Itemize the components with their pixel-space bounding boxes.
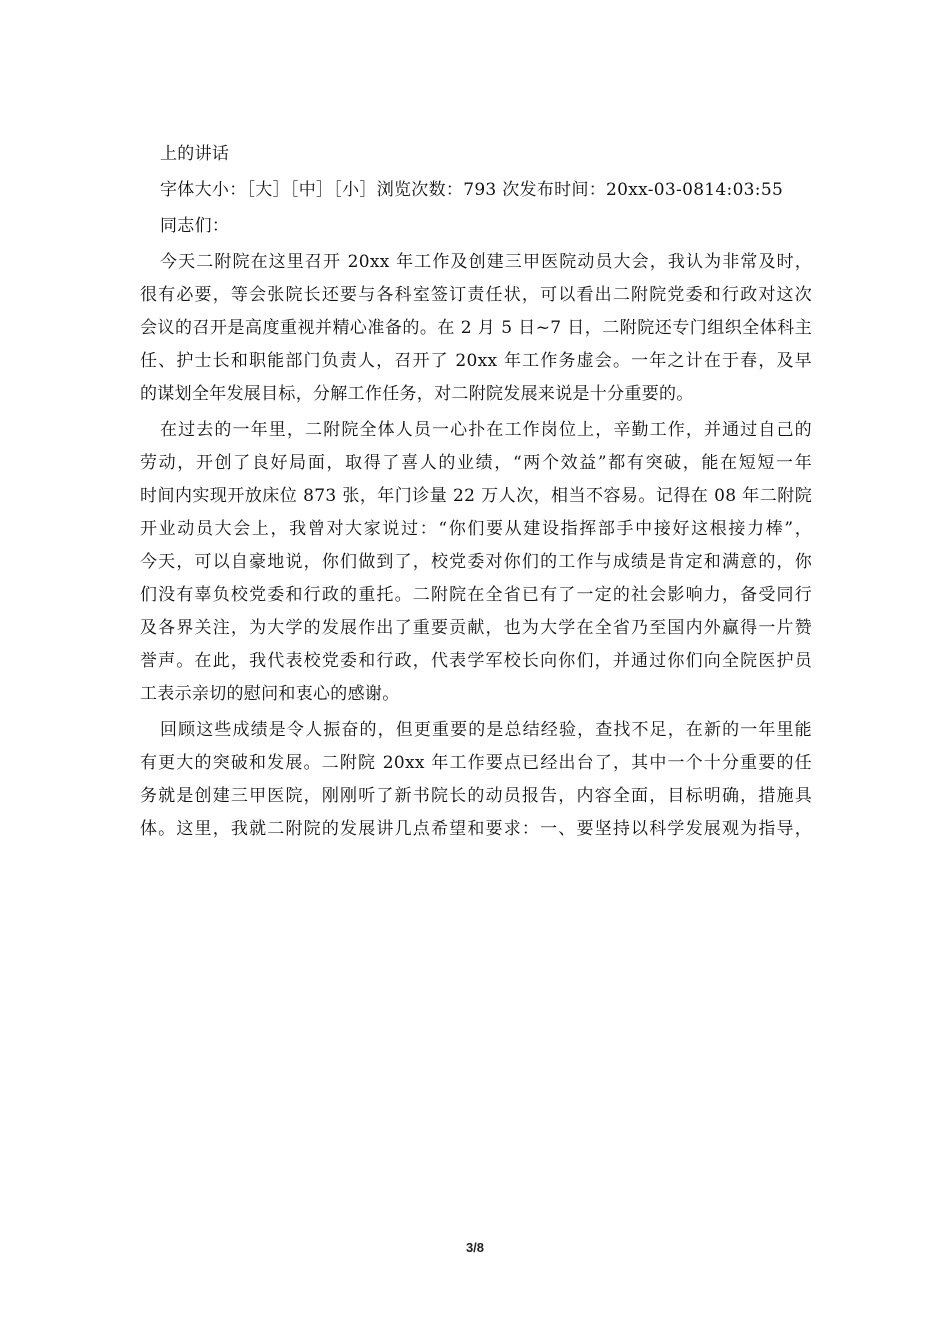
- meta-line: 字体大小：［大］［中］［小］浏览次数：793 次发布时间：20xx-03-0814:03:55: [160, 180, 784, 200]
- text-line: 今天，可以自豪地说，你们做到了，校党委对你们的工作与成绩是肯定和满意的，你: [140, 552, 812, 572]
- text-line: 回顾这些成绩是令人振奋的，但更重要的是总结经验，查找不足，在新的一年里能: [160, 720, 812, 740]
- page-number: 3/8: [465, 1240, 485, 1255]
- text-line: 体。这里，我就二附院的发展讲几点希望和要求：一、要坚持以科学发展观为指导，: [140, 819, 812, 839]
- text-line: 有更大的突破和发展。二附院 20xx 年工作要点已经出台了，其中一个十分重要的任: [140, 753, 812, 773]
- paragraphs: [140, 246, 812, 846]
- text-line: 会议的召开是高度重视并精心准备的。在 2 月 5 日~7 日，二附院还专门组织全体科主: [140, 318, 812, 338]
- text-line: 任、护士长和职能部门负责人，召开了 20xx 年工作务虚会。一年之计在于春，及早: [140, 351, 812, 371]
- title-fragment: 上的讲话: [160, 144, 230, 164]
- text-line: 劳动，开创了良好局面，取得了喜人的业绩，“两个效益”都有突破，能在短短一年: [140, 453, 812, 473]
- paragraph: [140, 714, 812, 846]
- text-line: 务就是创建三甲医院，刚刚听了新书院长的动员报告，内容全面，目标明确，措施具: [140, 786, 812, 806]
- text-line: 时间内实现开放床位 873 张，年门诊量 22 万人次，相当不容易。记得在 08 年二附院: [140, 486, 812, 506]
- text-line: 及各界关注，为大学的发展作出了重要贡献，也为大学在全省乃至国内外赢得一片赞: [140, 618, 812, 638]
- text-line: 在过去的一年里，二附院全体人员一心扑在工作岗位上，辛勤工作，并通过自己的: [160, 420, 812, 440]
- text-line: 工表示亲切的慰问和衷心的感谢。: [140, 684, 400, 704]
- text-line: 誉声。在此，我代表校党委和行政，代表学军校长向你们，并通过你们向全院医护员: [140, 651, 812, 671]
- paragraph: [140, 414, 812, 711]
- text-line: 开业动员大会上，我曾对大家说过：“你们要从建设指挥部手中接好这根接力棒”，: [140, 519, 812, 539]
- salutation: 同志们：: [160, 216, 230, 236]
- text-line: 今天二附院在这里召开 20xx 年工作及创建三甲医院动员大会，我认为非常及时，: [160, 252, 812, 272]
- text-line: 的谋划全年发展目标，分解工作任务，对二附院发展来说是十分重要的。: [140, 384, 694, 404]
- text-line: 很有必要，等会张院长还要与各科室签订责任状，可以看出二附院党委和行政对这次: [140, 285, 812, 305]
- document-body: [140, 138, 812, 849]
- text-line: 们没有辜负校党委和行政的重托。二附院在全省已有了一定的社会影响力，备受同行: [140, 585, 812, 605]
- paragraph: [140, 246, 812, 411]
